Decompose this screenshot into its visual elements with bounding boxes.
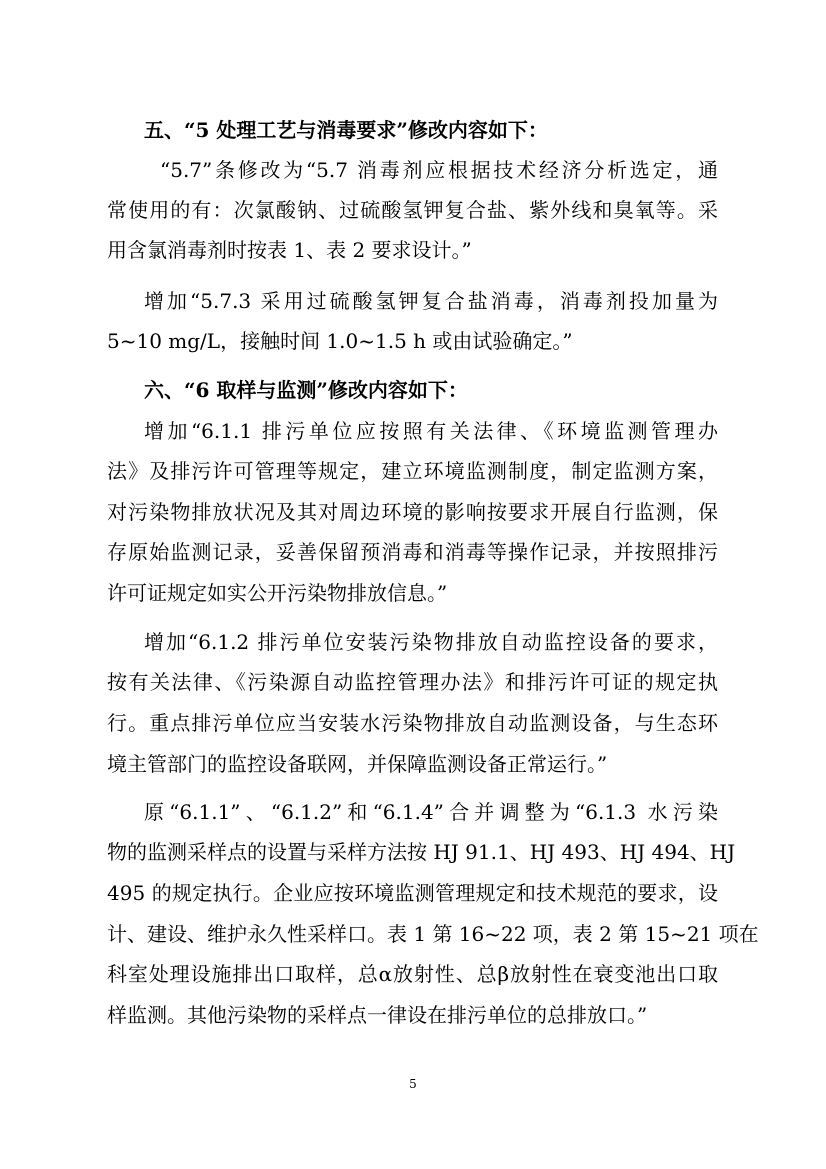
- section-6-para-1-line-3: 对污染物排放状况及其对周边环境的影响按要求开展自行监测，保: [107, 500, 718, 524]
- section-6-para-2-line-1: 增加“6.1.2 排污单位安装污染物排放自动监控设备的要求，: [144, 630, 718, 654]
- section-6-para-3-line-1: 原“6.1.1”、“6.1.2”和“6.1.4”合并调整为“6.1.3 水污染: [144, 800, 718, 824]
- section-6-para-3-line-2: 物的监测采样点的设置与采样方法按 HJ 91.1、HJ 493、HJ 494、HJ: [107, 840, 736, 864]
- section-6-heading: 六、“6 取样与监测”修改内容如下：: [144, 378, 468, 402]
- section-5-para-1-line-1: “5.7”条修改为“5.7 消毒剂应根据技术经济分析选定，通: [160, 158, 718, 182]
- section-6-para-1-line-2: 法》及排污许可管理等规定，建立环境监测制度，制定监测方案，: [107, 459, 718, 483]
- section-6-para-1-line-4: 存原始监测记录，妥善保留预消毒和消毒等操作记录，并按照排污: [107, 540, 718, 564]
- section-6-para-1-line-1: 增加“6.1.1 排污单位应按照有关法律、《环境监测管理办: [144, 419, 718, 443]
- page-number: 5: [409, 1077, 417, 1091]
- section-5-heading: 五、“5 处理工艺与消毒要求”修改内容如下：: [144, 118, 548, 142]
- section-6-para-3-line-3: 495 的规定执行。企业应按环境监测管理规定和技术规范的要求，设: [107, 881, 718, 905]
- section-6-para-1-line-5: 许可证规定如实公开污染物排放信息。”: [107, 581, 448, 605]
- section-5-para-2-line-2: 5~10 mg/L，接触时间 1.0~1.5 h 或由试验确定。”: [107, 329, 573, 353]
- section-5-para-1-line-3: 用含氯消毒剂时按表 1、表 2 要求设计。”: [107, 238, 472, 262]
- section-6-para-3-line-4: 计、建设、维护永久性采样口。表 1 第 16~22 项，表 2 第 15~21 项在: [107, 922, 759, 946]
- section-6-para-2-line-4: 境主管部门的监控设备联网，并保障监测设备正常运行。”: [107, 752, 608, 776]
- section-5-para-1-line-2: 常使用的有：次氯酸钠、过硫酸氢钾复合盐、紫外线和臭氧等。采: [107, 198, 718, 222]
- section-5-para-2-line-1: 增加“5.7.3 采用过硫酸氢钾复合盐消毒，消毒剂投加量为: [144, 289, 718, 313]
- section-6-para-2-line-3: 行。重点排污单位应当安装水污染物排放自动监测设备，与生态环: [107, 711, 718, 735]
- section-6-para-3-line-6: 样监测。其他污染物的采样点一律设在排污单位的总排放口。”: [107, 1003, 648, 1027]
- section-6-para-3-line-5: 科室处理设施排出口取样，总α放射性、总β放射性在衰变池出口取: [107, 962, 718, 986]
- section-6-para-2-line-2: 按有关法律、《污染源自动监控管理办法》和排污许可证的规定执: [107, 670, 718, 694]
